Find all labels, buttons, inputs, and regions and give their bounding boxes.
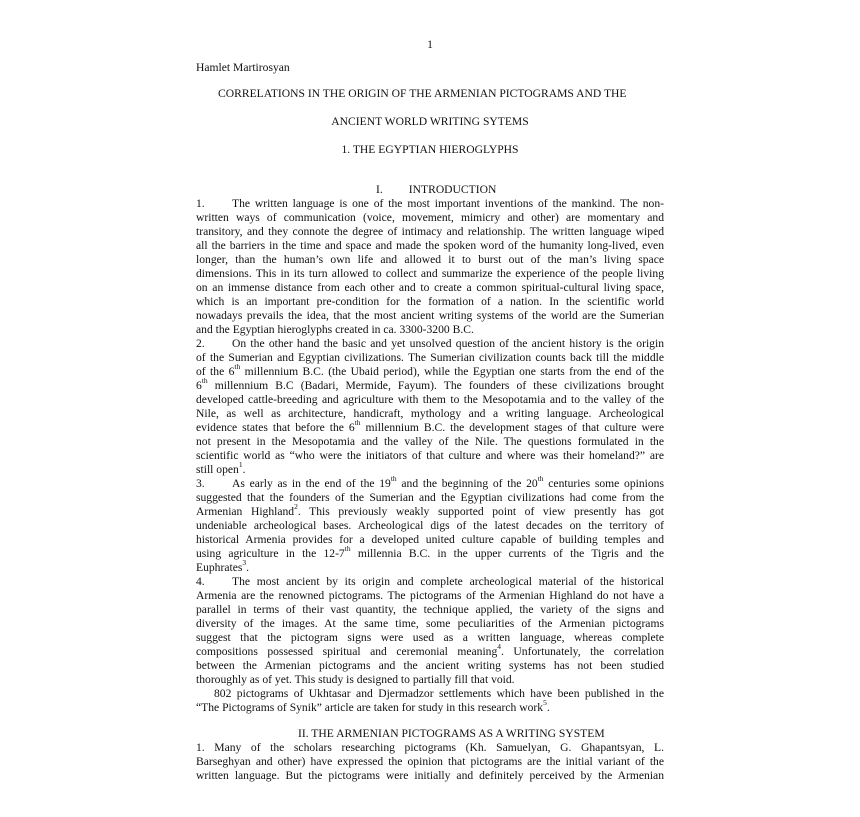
paragraph-4-line: suggest that the pictogram signs were used as a written language, whereas complete: [196, 631, 664, 644]
paragraph-3-line: Euphrates$^3$.: [196, 558, 250, 574]
paragraph-2-line: 2. On the other hand the basic and yet unsolved question of the ancient history is the origin: [196, 337, 664, 350]
title-line-1: CORRELATIONS IN THE ORIGIN OF THE ARMENIAN PICTOGRAMS AND THE: [218, 87, 627, 100]
paragraph-1-line: which is an important pre-condition for the formation of a nation. In the scientific world: [196, 295, 664, 308]
page-number: 1: [427, 38, 433, 51]
paragraph-2-line: developed cattle-breeding and agriculture with them to the Mesopotamia and to the valley of the: [196, 393, 664, 406]
paragraph-1-line: nowadays prevails the idea, that the most ancient writing systems of the world are the Sumerian: [196, 309, 664, 322]
paragraph-5-line: Barseghyan and other) have expressed the opinion that pictograms are the initial variant of the: [196, 755, 664, 768]
paragraph-2-line: of the Sumerian and Egyptian civilizations. The Sumerian civilization counts back till the middle: [196, 351, 664, 364]
paragraph-1-line: on an immense distance from each other and to create a common spiritual-cultural living space,: [196, 281, 664, 294]
paragraph-4-line: compositions possessed spiritual and ceremonial meaning$^4$. Unfortunately, the correlation: [196, 642, 664, 658]
paragraph-4-line: “The Pictograms of Synik” article are taken for study in this research work$^5$.: [196, 698, 550, 714]
section-number: I.: [376, 183, 383, 196]
footnote-ref: 1: [238, 460, 243, 470]
paragraph-4-line: Armenia are the renowned pictograms. The pictograms of the Armenian Highland do not have a: [196, 589, 664, 602]
paragraph-number: 4.: [196, 575, 205, 588]
paragraph-4-line: 4. The most ancient by its origin and complete archeological material of the historical: [196, 575, 664, 588]
paragraph-4-line: parallel in terms of their vast quantity, the technique applied, the variety of the signs and: [196, 603, 664, 616]
paragraph-3-line: undeniable archeological bases. Archeological digs of the latest decades on the territory of: [196, 519, 664, 532]
paragraph-2-line: Nile, as well as architecture, handicraft, mythology and a writing language. Archeological: [196, 407, 664, 420]
paragraph-number: 3.: [196, 477, 205, 490]
paragraph-1-line: 1. The written language is one of the most important inventions of the mankind. The non-: [196, 197, 664, 210]
paragraph-1-line: longer, than the human’s own life and allowed it to burst out of the man’s living space: [196, 253, 664, 266]
paragraph-number: 1.: [196, 197, 205, 210]
paragraph-1-line: and the Egyptian hieroglyphs created in ca. 3300-3200 B.C.: [196, 323, 474, 336]
paragraph-4-line: diversity of the images. At the same time, some peculiarities of the Armenian pictograms: [196, 617, 664, 630]
paragraph-2-line: 6th millennium B.C (Badari, Mermide, Fayum). The founders of these civilizations brought: [196, 376, 664, 392]
footnote-ref: 2: [294, 502, 298, 512]
paragraph-3-line: historical Armenia provides for a developed united culture capable of building temples and: [196, 533, 664, 546]
paragraph-3-line: suggested that the founders of the Sumerian and the Egyptian civilizations had come from the: [196, 491, 664, 504]
paragraph-1-line: written ways of communication (voice, movement, mimicry and other) are momentary and: [196, 211, 664, 224]
paragraph-5-line: 1. Many of the scholars researching pictograms (Kh. Samuelyan, G. Ghapantsyan, L.: [196, 741, 664, 754]
subtitle: 1. THE EGYPTIAN HIEROGLYPHS: [341, 143, 519, 156]
paragraph-5-line: written language. But the pictograms were initially and definitely perceived by the Armenian: [196, 769, 664, 782]
paragraph-4-line: between the Armenian pictograms and the ancient writing systems has not been studied: [196, 659, 664, 672]
paragraph-3-line: 3. As early as in the end of the 19th and the beginning of the 20th centuries some opinions: [196, 474, 664, 490]
paragraph-2-line: scientific world as “who were the initiators of that culture and where was their homeland?” are: [196, 449, 664, 462]
footnote-ref: 3: [242, 558, 247, 568]
paragraph-number: 2.: [196, 337, 205, 350]
author-name: Hamlet Martirosyan: [196, 61, 290, 74]
paragraph-1-line: dimensions. This in its turn allowed to collect and summarize the experience of the people living: [196, 267, 664, 280]
paragraph-4-line: 802 pictograms of Ukhtasar and Djermadzor settlements which have been published in the: [214, 687, 664, 700]
paragraph-1-line: all the barriers in the time and space and made the spoken word of the humanity long-lived, even: [196, 239, 664, 252]
paragraph-2-line: evidence states that before the 6th millennium B.C. the development stages of that culture were: [196, 418, 664, 434]
section-title: INTRODUCTION: [408, 183, 497, 196]
section-heading-introduction: [376, 183, 576, 197]
footnote-ref: 4: [497, 642, 502, 652]
paragraph-3-line: Armenian Highland$^2$. This previously weakly supported point of view presently has got: [196, 502, 665, 518]
paragraph-2-line: not present in the Mesopotamia and the valley of the Nile. The questions formulated in the: [196, 435, 664, 448]
title-line-2: ANCIENT WORLD WRITING SYTEMS: [331, 115, 529, 128]
paragraph-3-line: using agriculture in the 12-7th millennia B.C. in the upper currents of the Tigris and the: [196, 544, 664, 560]
paragraph-1-line: transitory, and they connote the degree of intimacy and relationship. The written language wiped: [196, 225, 664, 238]
paragraph-2-line: of the 6th millennium B.C. (the Ubaid period), while the Egyptian one starts from the end of the: [196, 362, 664, 378]
section-heading-pictograms: II. THE ARMENIAN PICTOGRAMS AS A WRITING SYSTEM: [298, 727, 605, 740]
paragraph-2-line: still open$^1$.: [196, 460, 246, 476]
footnote-ref: 5: [543, 698, 547, 708]
paragraph-4-line: thoroughly as of yet. This study is designed to partially fill that void.: [196, 673, 515, 686]
